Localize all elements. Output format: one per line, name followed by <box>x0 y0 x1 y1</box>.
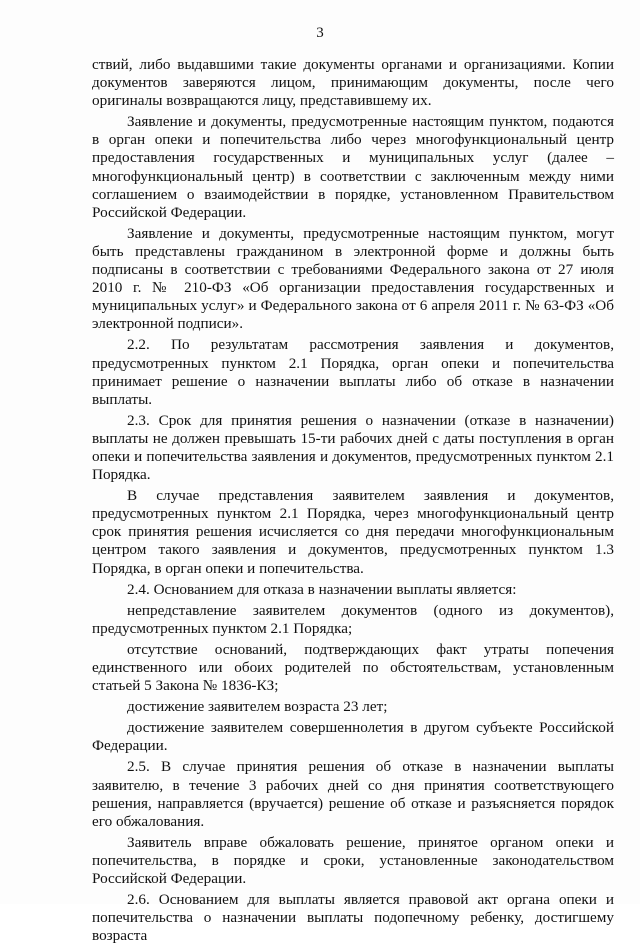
paragraph-submission-place: Заявление и документы, предусмотренные настоящим пунктом, подаются в орган опеки и попечительства либо через многофункциональный центр предоставления государственных и муниципальных услуг (далее – многофункциональный центр) в соответствии с заключенным между ними соглашением о взаимодействии в порядке, установленном Правительством Российской Федерации. <box>92 113 614 221</box>
paragraph-2-4: 2.4. Основанием для отказа в назначении выплаты является: <box>127 580 517 598</box>
paragraph-2-5: 2.5. В случае принятия решения об отказе в назначении выплаты заявителю, в течение 3 рабочих дней со дня принятия соответствующего решения, направляется (вручается) решение об отказе и разъясняется порядок его обжалования. <box>92 758 614 830</box>
document-body <box>92 56 614 948</box>
list-item-refusal-3: достижение заявителем возраста 23 лет; <box>127 698 388 716</box>
paragraph-appeal: Заявитель вправе обжаловать решение, принятое органом опеки и попечительства, в порядке и сроки, установленные законодательством Российской Федерации. <box>92 833 614 888</box>
list-item-refusal-1: непредставление заявителем документов (одного из документов), предусмотренных пунктом 2.1 Порядка; <box>92 601 614 637</box>
paragraph-continuation: ствий, либо выдавшими такие документы органами и организациями. Копии документов заверяются лицом, принимающим документы, после чего оригиналы возвращаются лицу, представившему их. <box>92 56 614 110</box>
paragraph-electronic-form: Заявление и документы, предусмотренные настоящим пунктом, могут быть представлены гражданином в электронной форме и должны быть подписаны в соответствии с требованиями Федерального закона от 27 июля 2010 г. № 210-ФЗ «Об организации предоставления государственных и муниципальных услуг» и Федерального закона от 6 апреля 2011 г. № 63-ФЗ «Об электронной подписи». <box>92 224 614 333</box>
paragraph-2-2: 2.2. По результатам рассмотрения заявления и документов, предусмотренных пунктом 2.1 Порядка, орган опеки и попечительства принимает решение о назначении выплаты либо об отказе в назначении выплаты. <box>92 336 614 408</box>
paragraph-2-6: 2.6. Основанием для выплаты является правовой акт органа опеки и попечительства о назначении выплаты подопечному ребенку, достигшему возраста <box>92 891 614 945</box>
paragraph-2-3: 2.3. Срок для принятия решения о назначении (отказе в назначении) выплаты не должен превышать 15-ти рабочих дней с даты поступления в орган опеки и попечительства заявления и документов, предусмотренных пунктом 2.1 Порядка. <box>92 411 614 484</box>
page-number: 3 <box>316 25 324 41</box>
list-item-refusal-2: отсутствие оснований, подтверждающих факт утраты попечения единственного или обоих родителей по обстоятельствам, установленным статьей 5 Закона № 1836-КЗ; <box>92 640 614 695</box>
paragraph-mfc-term: В случае представления заявителем заявления и документов, предусмотренных пунктом 2.1 Порядка, через многофункциональный центр срок принятия решения исчисляется со дня передачи многофункциональным центром такого заявления и документов, предусмотренных пунктом 1.3 Порядка, в орган опеки и попечительства. <box>92 487 614 577</box>
list-item-refusal-4: достижение заявителем совершеннолетия в другом субъекте Российской Федерации. <box>92 719 614 755</box>
